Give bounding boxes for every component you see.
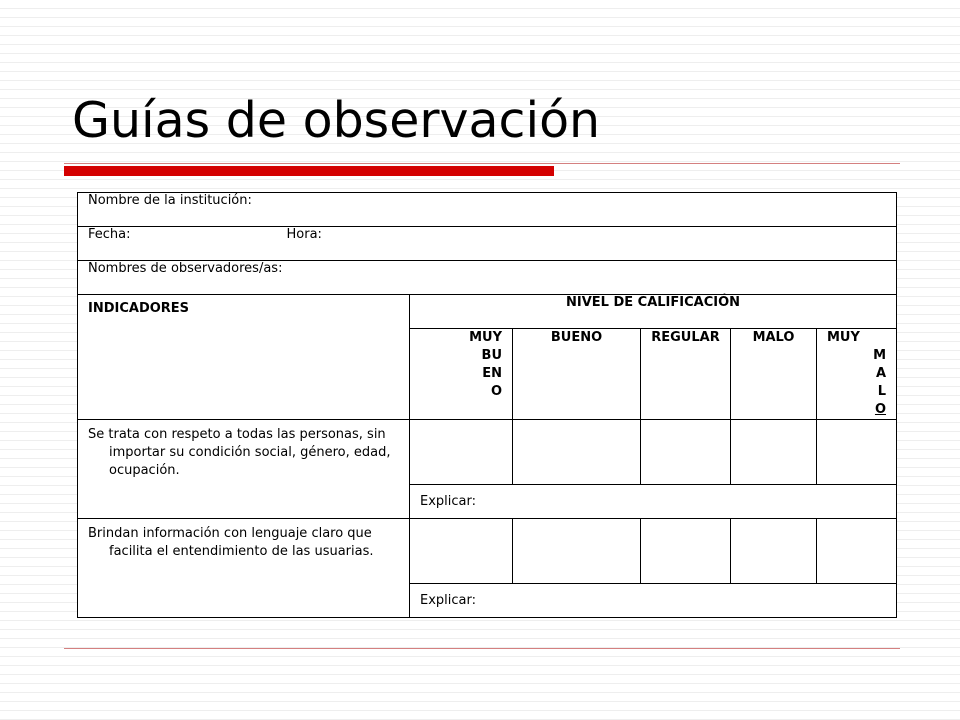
rating-cell-1-muy-bueno[interactable] (410, 420, 513, 485)
observers-label: Nombres de observadores/as: (88, 261, 283, 276)
date-time-field[interactable] (78, 227, 897, 261)
rating-cell-2-regular[interactable] (641, 519, 731, 584)
explain-field-1[interactable] (410, 485, 897, 519)
rating-cell-1-malo[interactable] (731, 420, 817, 485)
title-divider-thin (64, 163, 900, 164)
rating-cell-2-muy-malo[interactable] (817, 519, 897, 584)
title-divider-accent (64, 166, 554, 176)
rating-cell-2-muy-bueno[interactable] (410, 519, 513, 584)
time-label: Hora: (286, 227, 322, 242)
rating-cell-2-bueno[interactable] (513, 519, 641, 584)
rating-cell-1-regular[interactable] (641, 420, 731, 485)
explain-field-2[interactable] (410, 584, 897, 618)
scale-header-muy-bueno: MUY BU EN O (410, 329, 513, 420)
footer-divider (64, 648, 900, 649)
institution-field[interactable] (78, 193, 897, 227)
rating-level-header: NIVEL DE CALIFICACIÓN (410, 295, 897, 329)
rating-cell-2-malo[interactable] (731, 519, 817, 584)
observers-field[interactable] (78, 261, 897, 295)
page-title: Guías de observación (72, 92, 601, 149)
rating-cell-1-bueno[interactable] (513, 420, 641, 485)
date-label: Fecha: (88, 227, 131, 242)
explain-label-1: Explicar: (420, 494, 476, 509)
scale-header-regular: REGULAR (641, 329, 731, 420)
indicator-2: Brindan información con lenguaje claro que facilita el entendimiento de las usuarias. (78, 519, 410, 618)
institution-label: Nombre de la institución: (88, 193, 252, 208)
observation-table (77, 192, 897, 618)
indicators-header: INDICADORES (78, 295, 410, 420)
scale-header-bueno: BUENO (513, 329, 641, 420)
scale-header-malo: MALO (731, 329, 817, 420)
explain-label-2: Explicar: (420, 593, 476, 608)
rating-cell-1-muy-malo[interactable] (817, 420, 897, 485)
scale-header-muy-malo: MUY M A L O (817, 329, 897, 420)
indicator-1: Se trata con respeto a todas las personas, sin importar su condición social, género, edad, ocupación. (78, 420, 410, 519)
